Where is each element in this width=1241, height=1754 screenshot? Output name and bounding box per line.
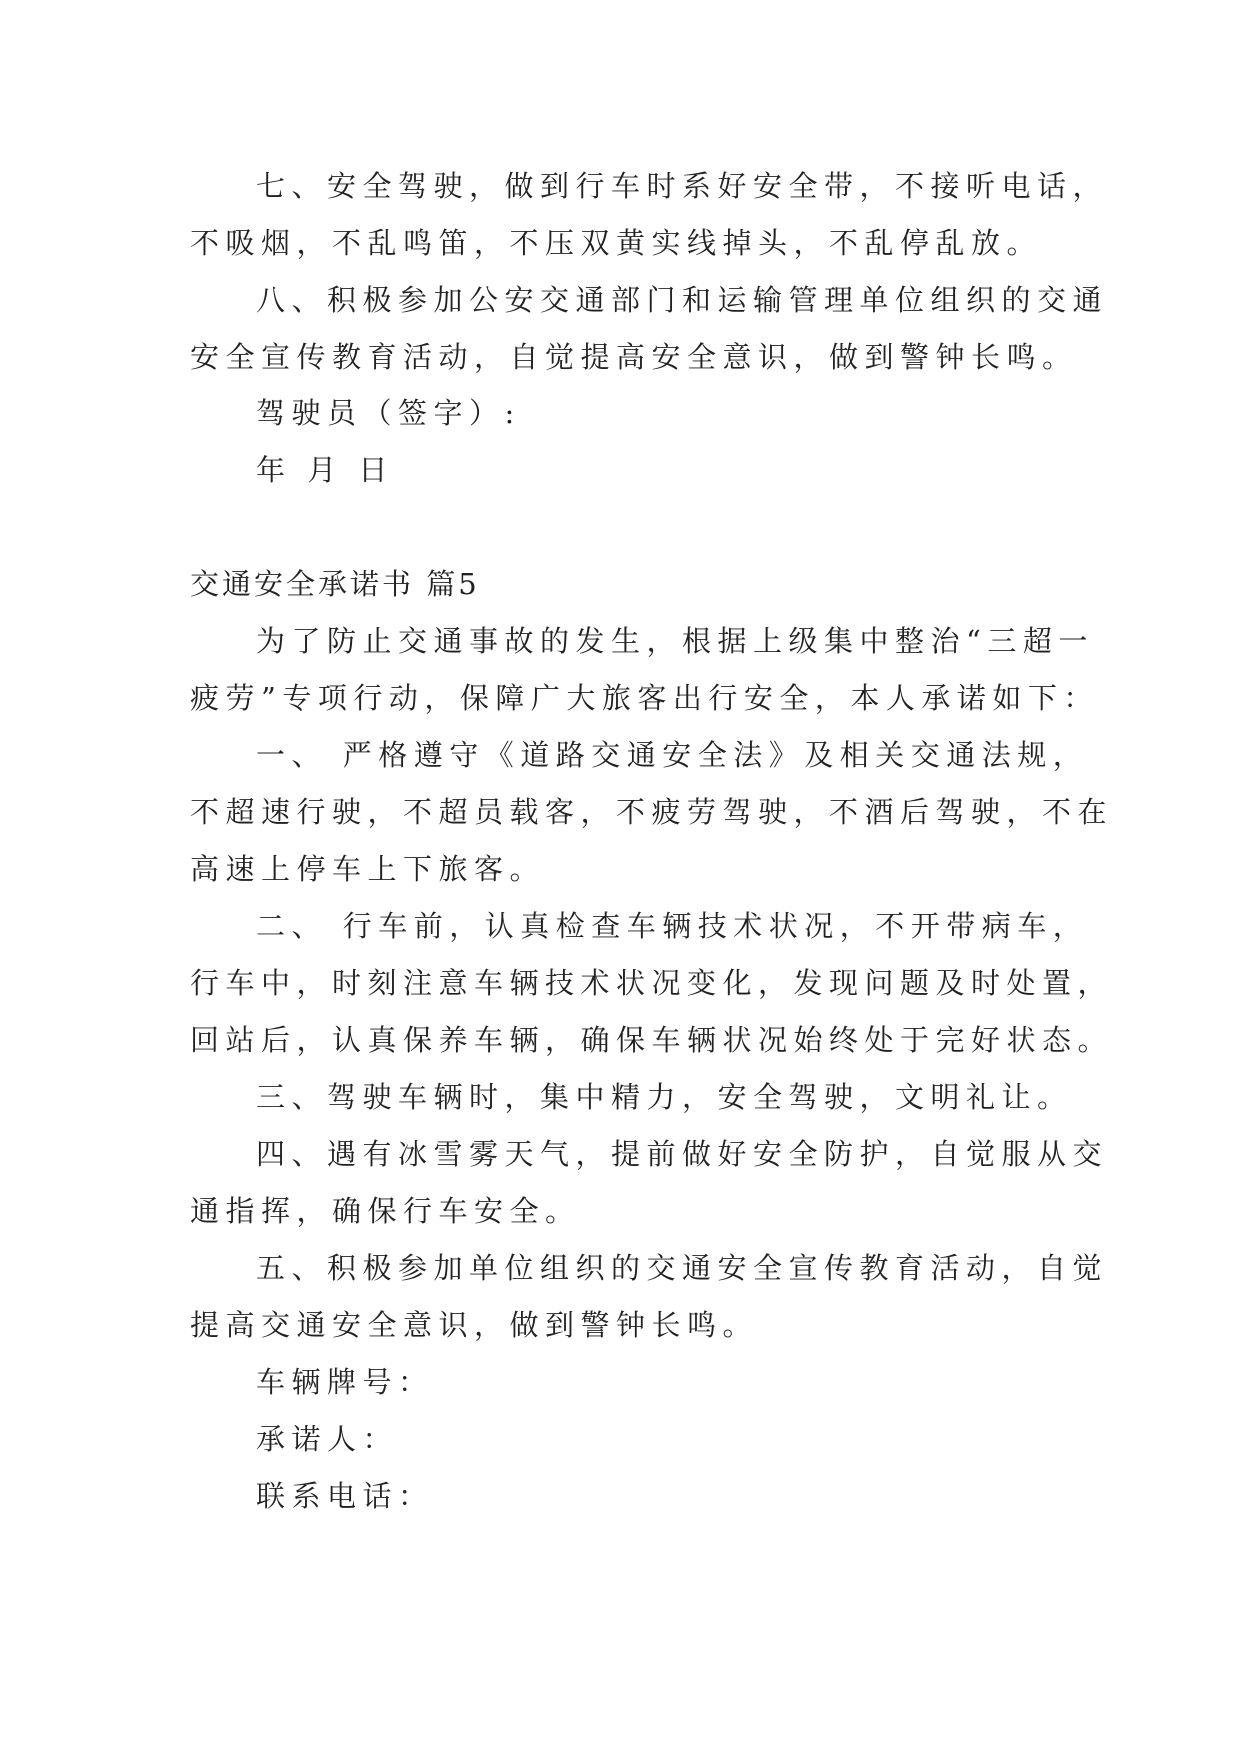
plate-number-label: 车辆牌号：: [256, 1365, 434, 1399]
item5-line1: 五、积极参加单位组织的交通安全宣传教育活动，自觉: [256, 1251, 1109, 1285]
section-title: 交通安全承诺书 篇5: [190, 567, 480, 601]
item2-line3: 回站后，认真保养车辆，确保车辆状况始终处于完好状态。: [190, 1023, 1114, 1057]
item4-line2: 通指挥，确保行车安全。: [190, 1194, 581, 1228]
driver-signature-label: 驾驶员（签字）:: [256, 396, 521, 430]
item1-line2: 不超速行驶，不超员载客，不疲劳驾驶，不酒后驾驶，不在: [190, 795, 1114, 829]
item3-line1: 三、驾驶车辆时，集中精力，安全驾驶，文明礼让。: [256, 1080, 1073, 1114]
item5-line2: 提高交通安全意识，做到警钟长鸣。: [190, 1308, 759, 1342]
item2-line1: 二、 行车前，认真检查车辆技术状况，不开带病车，: [256, 909, 1089, 943]
item4-line1: 四、遇有冰雪雾天气，提前做好安全防护，自觉服从交: [256, 1137, 1109, 1171]
item7-line2: 不吸烟，不乱鸣笛，不压双黄实线掉头，不乱停乱放。: [190, 226, 1043, 260]
item1-line1: 一、 严格遵守《道路交通安全法》及相关交通法规，: [256, 738, 1089, 772]
item2-line2: 行车中，时刻注意车辆技术状况变化，发现问题及时处置，: [190, 966, 1114, 1000]
date-label: 年 月 日: [256, 453, 394, 487]
item8-line2: 安全宣传教育活动，自觉提高安全意识，做到警钟长鸣。: [190, 340, 1078, 374]
item1-line3: 高速上停车上下旅客。: [190, 852, 546, 886]
promisor-label: 承诺人：: [256, 1422, 399, 1456]
item8-line1: 八、积极参加公安交通部门和运输管理单位组织的交通: [256, 283, 1109, 317]
item7-line1: 七、安全驾驶，做到行车时系好安全带，不接听电话，: [256, 169, 1109, 203]
phone-label: 联系电话：: [256, 1479, 434, 1513]
intro-line1: 为了防止交通事故的发生，根据上级集中整治“三超一: [256, 624, 1094, 658]
intro-line2: 疲劳”专项行动，保障广大旅客出行安全，本人承诺如下：: [190, 681, 1099, 715]
